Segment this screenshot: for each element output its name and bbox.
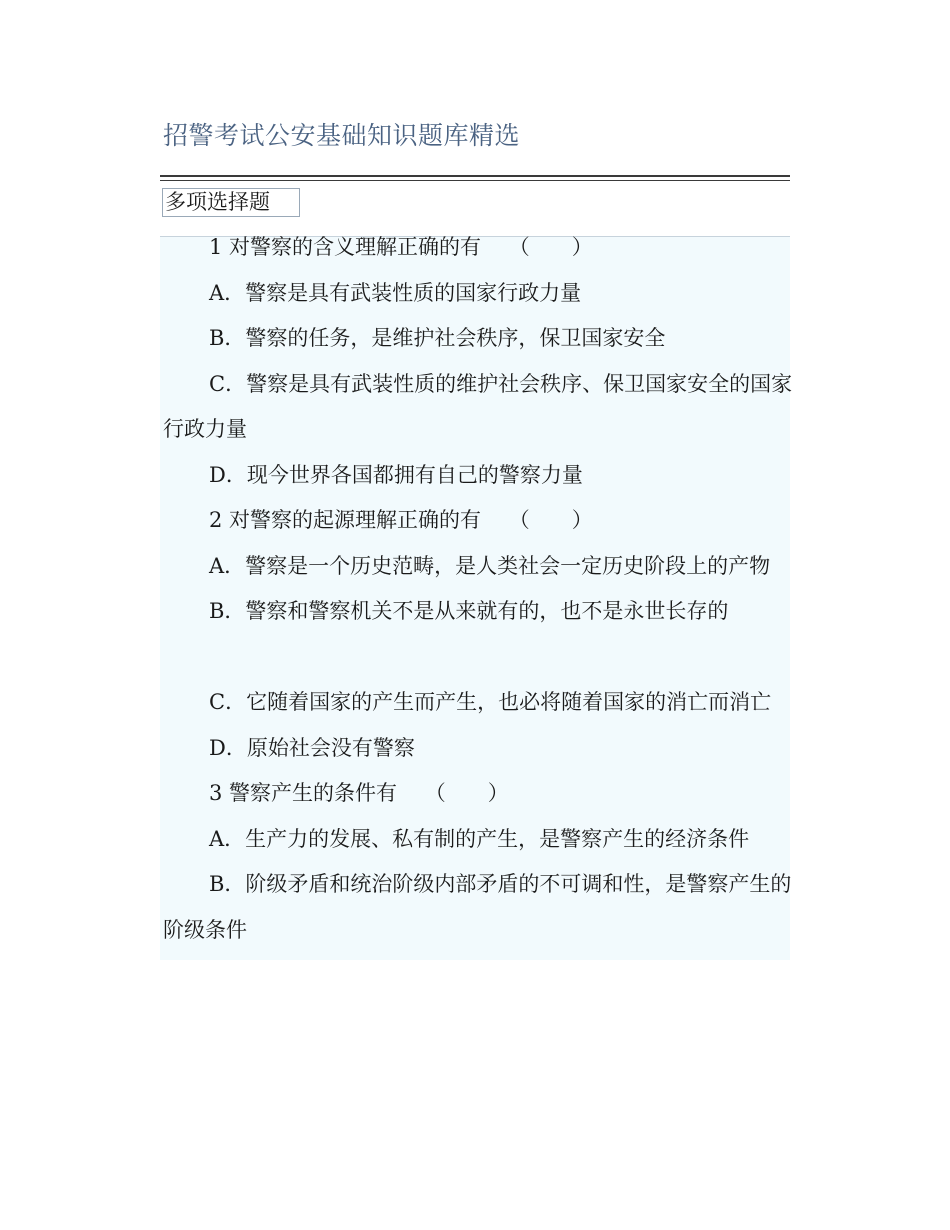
question-3-option-a: A．生产力的发展、私有制的产生，是警察产生的经济条件: [209, 826, 750, 851]
question-1-option-d: D．现今世界各国都拥有自己的警察力量: [209, 462, 583, 487]
question-2-option-d: D．原始社会没有警察: [209, 735, 415, 760]
title-divider-thin: [160, 180, 790, 181]
question-2-option-c: C．它随着国家的产生而产生，也必将随着国家的消亡而消亡: [209, 690, 772, 714]
question-3-stem: 3 警察产生的条件有 （ ）: [209, 781, 509, 805]
document-title: 招警考试公安基础知识题库精选: [163, 121, 521, 150]
question-1-stem: 1 对警察的含义理解正确的有 （ ）: [209, 235, 593, 259]
question-list: [163, 225, 793, 953]
title-divider: [160, 175, 790, 177]
question-1-option-b: B．警察的任务，是维护社会秩序，保卫国家安全: [209, 326, 666, 350]
section-label: 多项选择题: [162, 188, 300, 217]
question-2-option-a: A．警察是一个历史范畴，是人类社会一定历史阶段上的产物: [209, 553, 771, 578]
question-1-option-a: A．警察是具有武装性质的国家行政力量: [209, 280, 582, 305]
question-1-option-c: C．警察是具有武装性质的维护社会秩序、保卫国家安全的国家行政力量: [163, 371, 793, 441]
blank-line: [163, 635, 793, 681]
question-2-option-b: B．警察和警察机关不是从来就有的，也不是永世长存的: [209, 599, 729, 623]
question-3-option-b: B．阶级矛盾和统治阶级内部矛盾的不可调和性，是警察产生的阶级条件: [163, 872, 792, 942]
question-2-stem: 2 对警察的起源理解正确的有 （ ）: [209, 508, 593, 532]
